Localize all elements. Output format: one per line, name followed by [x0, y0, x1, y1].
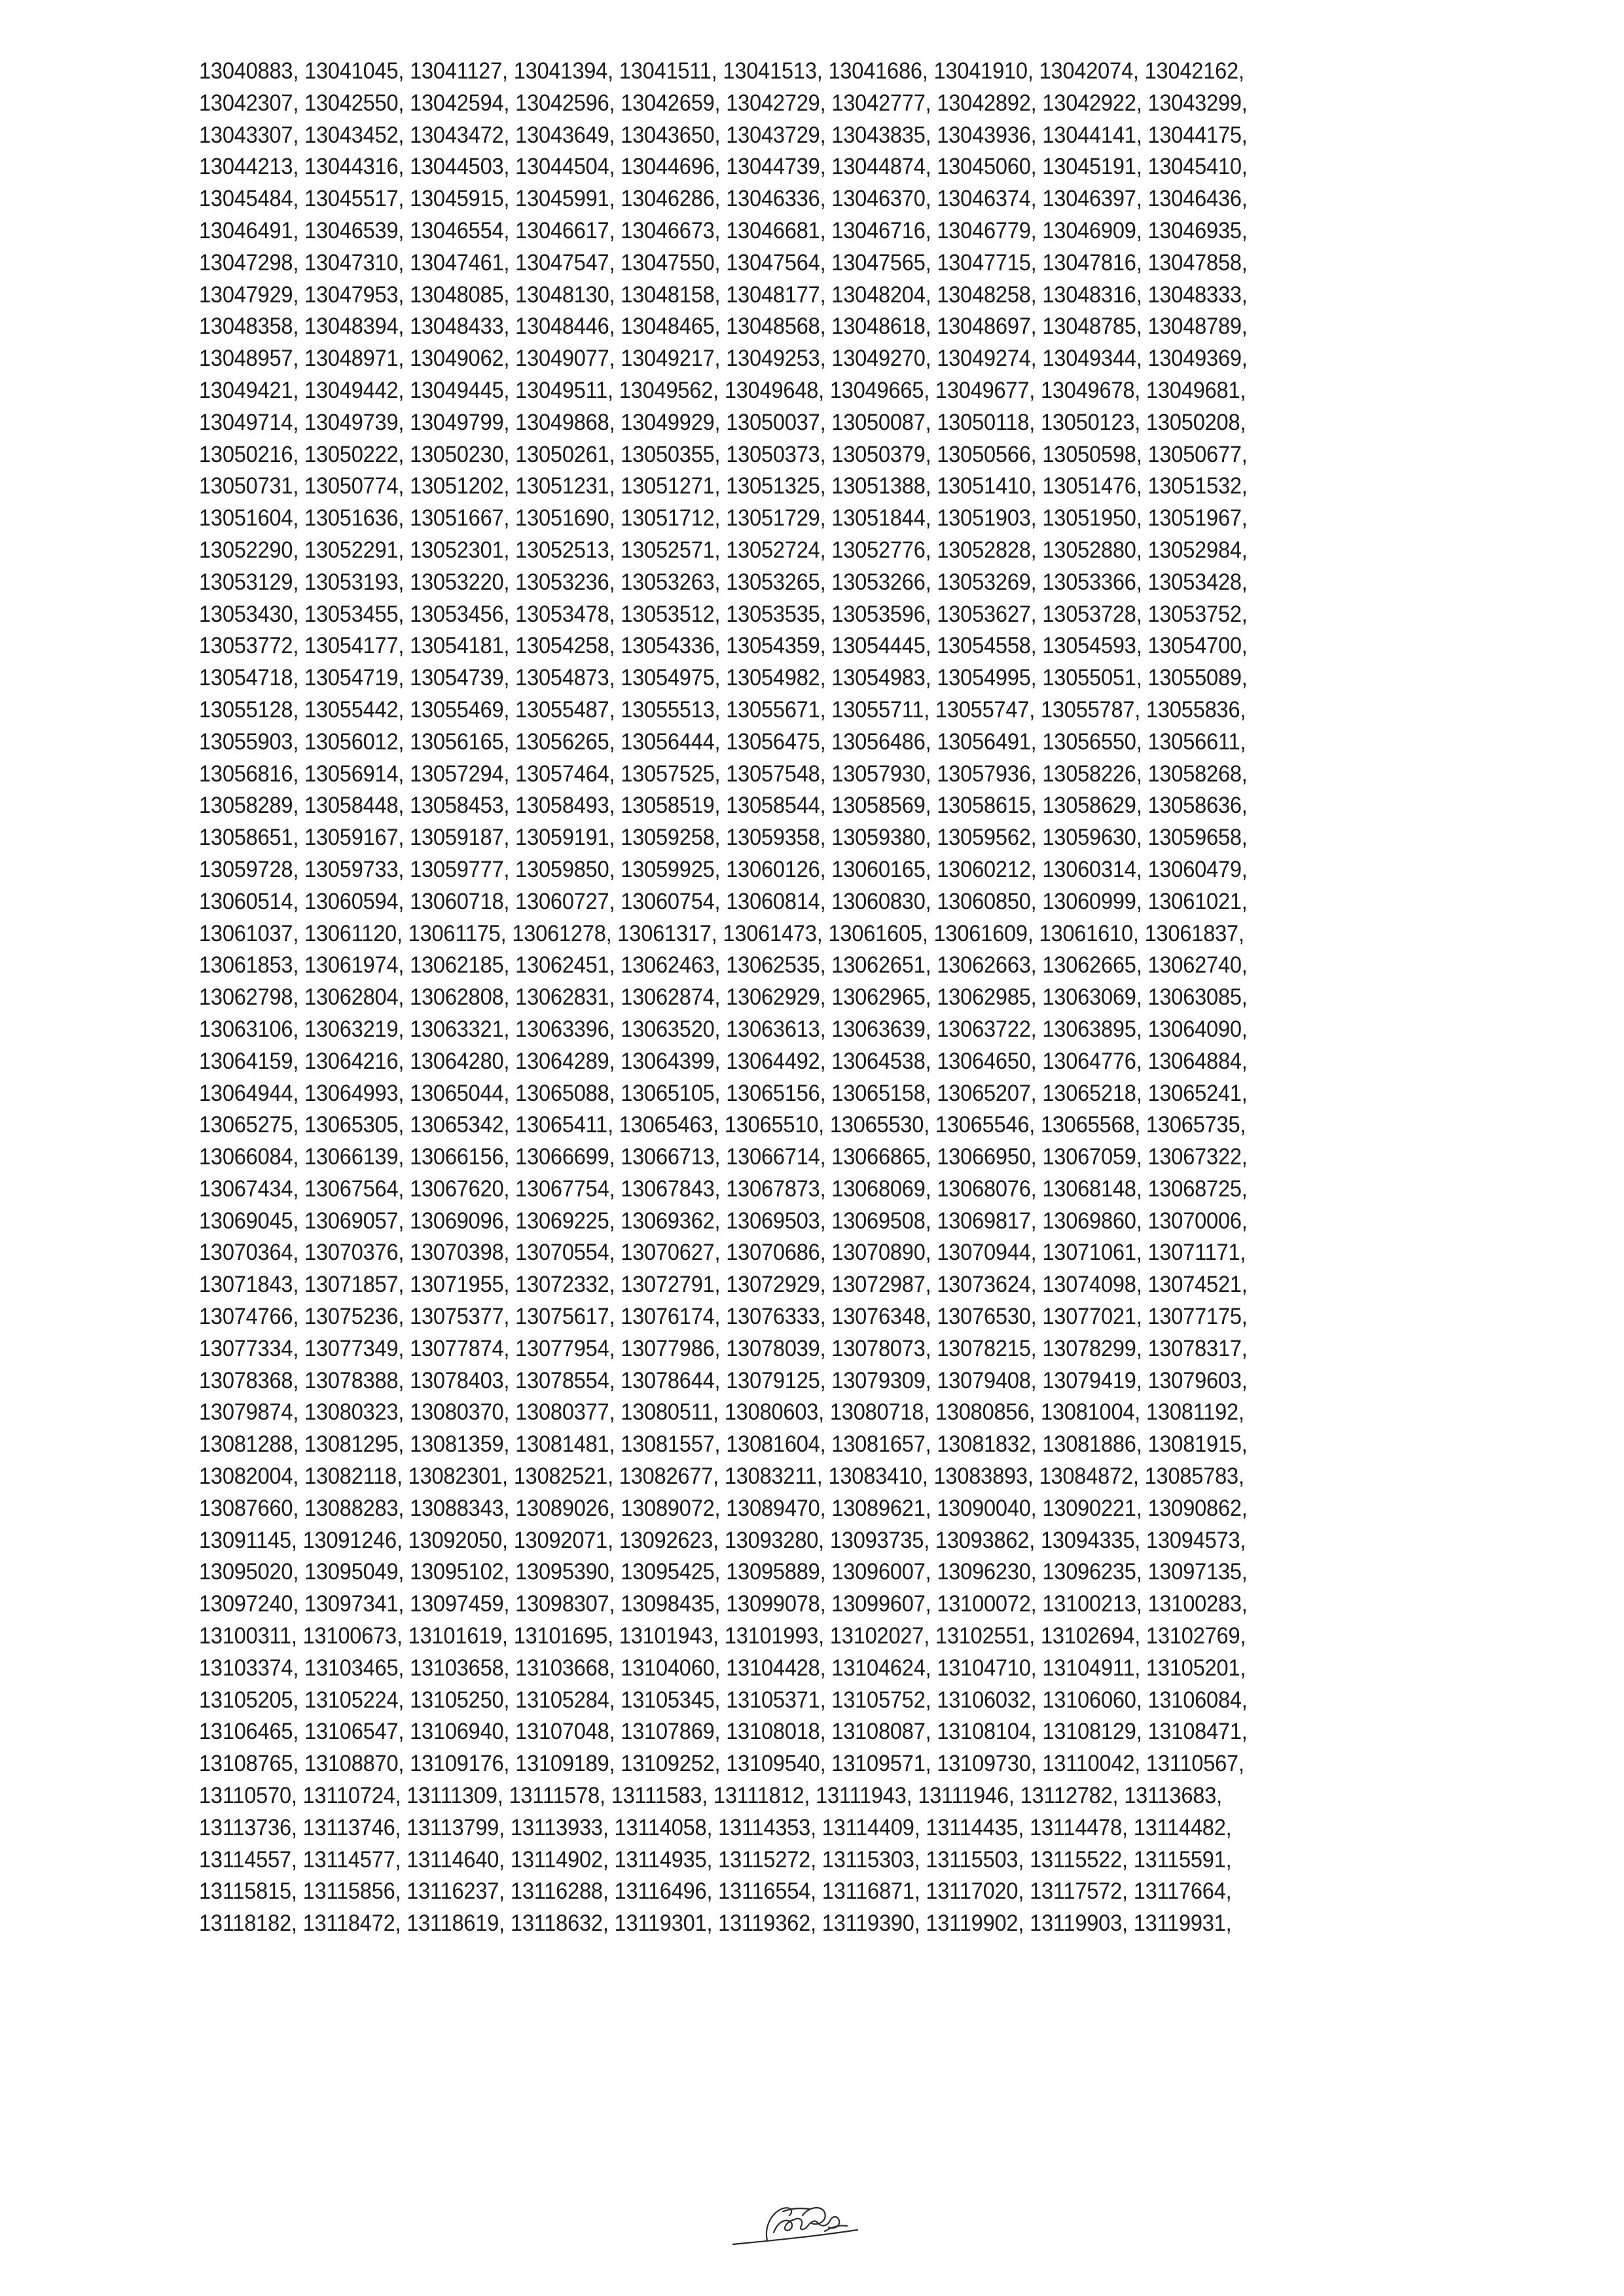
number-line: 13100311, 13100673, 13101619, 13101695, 13101943, 13101993, 13102027, 13102551, 13102694, 13102769, [199, 1623, 1246, 1649]
number-line: 13046491, 13046539, 13046554, 13046617, 13046673, 13046681, 13046716, 13046779, 13046909, 13046935, [199, 217, 1248, 243]
number-line: 13052290, 13052291, 13052301, 13052513, 13052571, 13052724, 13052776, 13052828, 13052880, 13052984, [199, 537, 1248, 563]
number-line: 13074766, 13075236, 13075377, 13075617, 13076174, 13076333, 13076348, 13076530, 13077021, 13077175, [199, 1304, 1248, 1330]
number-line: 13063106, 13063219, 13063321, 13063396, 13063520, 13063613, 13063639, 13063722, 13063895, 13064090, [199, 1016, 1248, 1042]
number-line: 13069045, 13069057, 13069096, 13069225, 13069362, 13069503, 13069508, 13069817, 13069860, 13070006, [199, 1208, 1248, 1234]
number-line: 13054718, 13054719, 13054739, 13054873, 13054975, 13054982, 13054983, 13054995, 13055051, 13055089, [199, 665, 1248, 691]
number-line: 13050216, 13050222, 13050230, 13050261, 13050355, 13050373, 13050379, 13050566, 13050598, 13050677, [199, 441, 1248, 467]
number-line: 13047298, 13047310, 13047461, 13047547, 13047550, 13047564, 13047565, 13047715, 13047816, 13047858, [199, 249, 1248, 276]
number-line: 13047929, 13047953, 13048085, 13048130, 13048158, 13048177, 13048204, 13048258, 13048316, 13048333, [199, 281, 1248, 308]
number-line: 13045484, 13045517, 13045915, 13045991, 13046286, 13046336, 13046370, 13046374, 13046397, 13046436, [199, 186, 1248, 212]
number-line: 13055903, 13056012, 13056165, 13056265, 13056444, 13056475, 13056486, 13056491, 13056550, 13056611, [199, 728, 1246, 755]
number-line: 13115815, 13115856, 13116237, 13116288, 13116496, 13116554, 13116871, 13117020, 13117572, 13117664, [199, 1878, 1232, 1905]
number-line: 13118182, 13118472, 13118619, 13118632, 13119301, 13119362, 13119390, 13119902, 13119903, 13119931, [199, 1910, 1232, 1937]
number-line: 13048957, 13048971, 13049062, 13049077, 13049217, 13049253, 13049270, 13049274, 13049344, 13049369, [199, 346, 1248, 372]
number-line: 13114557, 13114577, 13114640, 13114902, 13114935, 13115272, 13115303, 13115503, 13115522, 13115591, [199, 1846, 1232, 1873]
number-line: 13053129, 13053193, 13053220, 13053236, 13053263, 13053265, 13053266, 13053269, 13053366, 13053428, [199, 569, 1248, 595]
number-line: 13044213, 13044316, 13044503, 13044504, 13044696, 13044739, 13044874, 13045060, 13045191, 13045410, [199, 154, 1248, 180]
number-line: 13049714, 13049739, 13049799, 13049868, 13049929, 13050037, 13050087, 13050118, 13050123, 13050208, [199, 409, 1246, 435]
number-line: 13043307, 13043452, 13043472, 13043649, 13043650, 13043729, 13043835, 13043936, 13044141, 13044175, [199, 122, 1248, 148]
number-line: 13056816, 13056914, 13057294, 13057464, 13057525, 13057548, 13057930, 13057936, 13058226, 13058268, [199, 761, 1248, 787]
number-line: 13064159, 13064216, 13064280, 13064289, 13064399, 13064492, 13064538, 13064650, 13064776, 13064884, [199, 1048, 1248, 1074]
number-line: 13064944, 13064993, 13065044, 13065088, 13065105, 13065156, 13065158, 13065207, 13065218, 13065241, [199, 1080, 1248, 1106]
number-list [199, 56, 1443, 1940]
number-line: 13108765, 13108870, 13109176, 13109189, 13109252, 13109540, 13109571, 13109730, 13110042, 13110567, [199, 1751, 1244, 1777]
number-line: 13078368, 13078388, 13078403, 13078554, 13078644, 13079125, 13079309, 13079408, 13079419, 13079603, [199, 1367, 1248, 1393]
number-line: 13079874, 13080323, 13080370, 13080377, 13080511, 13080603, 13080718, 13080856, 13081004, 13081192, [199, 1399, 1244, 1426]
number-line: 13058651, 13059167, 13059187, 13059191, 13059258, 13059358, 13059380, 13059562, 13059630, 13059658, [199, 825, 1248, 851]
number-line: 13071843, 13071857, 13071955, 13072332, 13072791, 13072929, 13072987, 13073624, 13074098, 13074521, [199, 1272, 1248, 1298]
number-line: 13042307, 13042550, 13042594, 13042596, 13042659, 13042729, 13042777, 13042892, 13042922, 13043299, [199, 90, 1248, 116]
number-line: 13110570, 13110724, 13111309, 13111578, 13111583, 13111812, 13111943, 13111946, 13112782, 13113683, [199, 1783, 1222, 1809]
number-line: 13048358, 13048394, 13048433, 13048446, 13048465, 13048568, 13048618, 13048697, 13048785, 13048789, [199, 314, 1248, 340]
number-line: 13067434, 13067564, 13067620, 13067754, 13067843, 13067873, 13068069, 13068076, 13068148, 13068725, [199, 1175, 1248, 1202]
number-line: 13053430, 13053455, 13053456, 13053478, 13053512, 13053535, 13053596, 13053627, 13053728, 13053752, [199, 601, 1248, 627]
number-line: 13091145, 13091246, 13092050, 13092071, 13092623, 13093280, 13093735, 13093862, 13094335, 13094573, [199, 1527, 1246, 1553]
number-line: 13049421, 13049442, 13049445, 13049511, 13049562, 13049648, 13049665, 13049677, 13049678, 13049681, [199, 377, 1246, 403]
number-line: 13066084, 13066139, 13066156, 13066699, 13066713, 13066714, 13066865, 13066950, 13067059, 13067322, [199, 1144, 1248, 1170]
number-line: 13055128, 13055442, 13055469, 13055487, 13055513, 13055671, 13055711, 13055747, 13055787, 13055836, [199, 696, 1246, 723]
number-line: 13051604, 13051636, 13051667, 13051690, 13051712, 13051729, 13051844, 13051903, 13051950, 13051967, [199, 505, 1248, 531]
number-line: 13059728, 13059733, 13059777, 13059850, 13059925, 13060126, 13060165, 13060212, 13060314, 13060479, [199, 856, 1248, 882]
number-line: 13087660, 13088283, 13088343, 13089026, 13089072, 13089470, 13089621, 13090040, 13090221, 13090862, [199, 1495, 1248, 1521]
number-line: 13058289, 13058448, 13058453, 13058493, 13058519, 13058544, 13058569, 13058615, 13058629, 13058636, [199, 793, 1248, 819]
number-line: 13061853, 13061974, 13062185, 13062451, 13062463, 13062535, 13062651, 13062663, 13062665, 13062740, [199, 952, 1248, 978]
number-line: 13050731, 13050774, 13051202, 13051231, 13051271, 13051325, 13051388, 13051410, 13051476, 13051532, [199, 473, 1248, 499]
number-line: 13082004, 13082118, 13082301, 13082521, 13082677, 13083211, 13083410, 13083893, 13084872, 13085783, [199, 1463, 1244, 1490]
handwritten-signature-icon [727, 2189, 864, 2261]
number-line: 13103374, 13103465, 13103658, 13103668, 13104060, 13104428, 13104624, 13104710, 13104911, 13105201, [199, 1655, 1246, 1681]
number-line: 13105205, 13105224, 13105250, 13105284, 13105345, 13105371, 13105752, 13106032, 13106060, 13106084, [199, 1687, 1248, 1713]
number-line: 13077334, 13077349, 13077874, 13077954, 13077986, 13078039, 13078073, 13078215, 13078299, 13078317, [199, 1335, 1248, 1361]
number-line: 13097240, 13097341, 13097459, 13098307, 13098435, 13099078, 13099607, 13100072, 13100213, 13100283, [199, 1591, 1248, 1617]
number-line: 13060514, 13060594, 13060718, 13060727, 13060754, 13060814, 13060830, 13060850, 13060999, 13061021, [199, 888, 1248, 914]
number-line: 13081288, 13081295, 13081359, 13081481, 13081557, 13081604, 13081657, 13081832, 13081886, 13081915, [199, 1431, 1248, 1458]
number-line: 13070364, 13070376, 13070398, 13070554, 13070627, 13070686, 13070890, 13070944, 13071061, 13071171, [199, 1240, 1246, 1266]
number-line: 13053772, 13054177, 13054181, 13054258, 13054336, 13054359, 13054445, 13054558, 13054593, 13054700, [199, 633, 1248, 659]
number-line: 13062798, 13062804, 13062808, 13062831, 13062874, 13062929, 13062965, 13062985, 13063069, 13063085, [199, 984, 1248, 1011]
number-line: 13065275, 13065305, 13065342, 13065411, 13065463, 13065510, 13065530, 13065546, 13065568, 13065735, [199, 1112, 1246, 1138]
number-line: 13095020, 13095049, 13095102, 13095390, 13095425, 13095889, 13096007, 13096230, 13096235, 13097135, [199, 1559, 1248, 1585]
number-line: 13106465, 13106547, 13106940, 13107048, 13107869, 13108018, 13108087, 13108104, 13108129, 13108471, [199, 1719, 1248, 1745]
number-line: 13040883, 13041045, 13041127, 13041394, 13041511, 13041513, 13041686, 13041910, 13042074, 13042162, [199, 58, 1244, 84]
number-line: 13061037, 13061120, 13061175, 13061278, 13061317, 13061473, 13061605, 13061609, 13061610, 13061837, [199, 920, 1244, 946]
number-line: 13113736, 13113746, 13113799, 13113933, 13114058, 13114353, 13114409, 13114435, 13114478, 13114482, [199, 1814, 1232, 1840]
